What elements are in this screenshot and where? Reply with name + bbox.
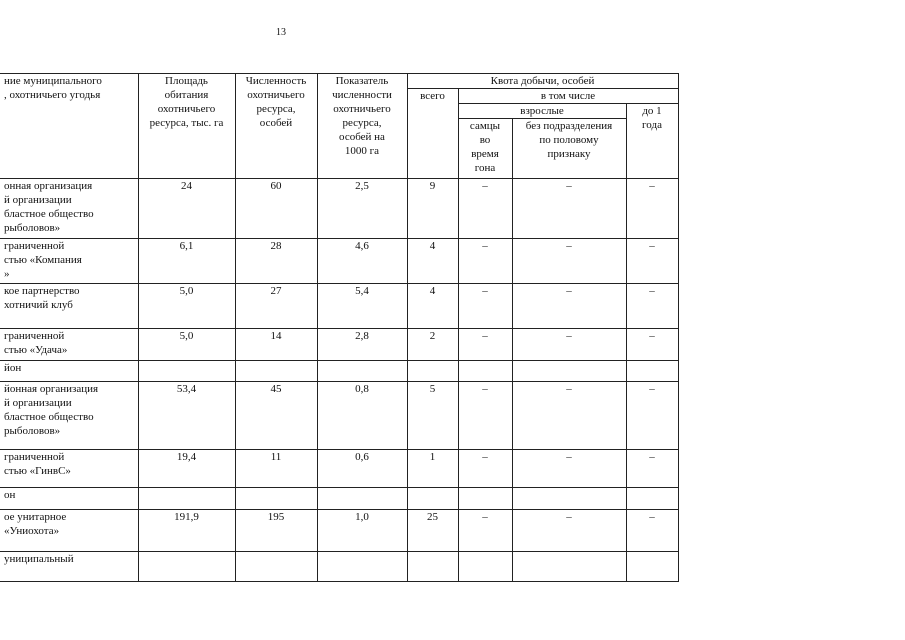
row-under1 <box>626 552 678 582</box>
row-area <box>138 488 235 510</box>
row-name: униципальный <box>0 552 138 582</box>
row-males: – <box>458 179 512 239</box>
row-males <box>458 488 512 510</box>
table-row <box>0 450 678 488</box>
table-row <box>0 382 678 450</box>
row-name: кое партнерство хотничий клуб <box>0 284 138 329</box>
row-nosex: – <box>512 179 626 239</box>
row-total <box>407 488 458 510</box>
row-total <box>407 552 458 582</box>
row-total: 5 <box>407 382 458 450</box>
row-males: – <box>458 239 512 284</box>
header-nosex: без подразделения по половому признаку <box>512 119 626 179</box>
row-name: граниченной стью «Компания » <box>0 239 138 284</box>
row-area <box>138 361 235 382</box>
header-name: ние муниципального , охотничьего угодья <box>0 74 138 179</box>
row-under1 <box>626 488 678 510</box>
row-area: 6,1 <box>138 239 235 284</box>
row-total: 4 <box>407 239 458 284</box>
row-nosex: – <box>512 510 626 552</box>
row-name: граниченной стью «Удача» <box>0 329 138 361</box>
table-row <box>0 179 678 239</box>
row-index: 0,8 <box>317 382 407 450</box>
row-under1: – <box>626 450 678 488</box>
row-nosex: – <box>512 284 626 329</box>
row-count <box>235 361 317 382</box>
row-nosex <box>512 552 626 582</box>
row-nosex <box>512 488 626 510</box>
header-area: Площадь обитания охотничьего ресурса, тыс. га <box>138 74 235 179</box>
row-index: 0,6 <box>317 450 407 488</box>
header-males: самцы во время гона <box>458 119 512 179</box>
row-name: он <box>0 488 138 510</box>
table-row <box>0 284 678 329</box>
row-total: 25 <box>407 510 458 552</box>
page-number: 13 <box>276 27 286 38</box>
row-name: йонная организация й организации бластное общество рыболовов» <box>0 382 138 450</box>
row-name: граниченной стью «ГинвС» <box>0 450 138 488</box>
table-row <box>0 488 678 510</box>
row-count: 28 <box>235 239 317 284</box>
header-quota: Квота добычи, особей <box>407 74 678 89</box>
row-nosex <box>512 361 626 382</box>
row-count <box>235 552 317 582</box>
row-nosex: – <box>512 450 626 488</box>
row-index: 4,6 <box>317 239 407 284</box>
row-males: – <box>458 329 512 361</box>
row-index <box>317 361 407 382</box>
row-index: 5,4 <box>317 284 407 329</box>
row-index: 2,5 <box>317 179 407 239</box>
row-count: 60 <box>235 179 317 239</box>
header-total: всего <box>407 89 458 179</box>
header-including: в том числе <box>458 89 678 104</box>
header-under1: до 1 года <box>626 104 678 179</box>
row-count: 45 <box>235 382 317 450</box>
row-count: 27 <box>235 284 317 329</box>
row-count: 14 <box>235 329 317 361</box>
row-total: 1 <box>407 450 458 488</box>
row-index: 1,0 <box>317 510 407 552</box>
row-under1 <box>626 361 678 382</box>
row-males <box>458 361 512 382</box>
row-total <box>407 361 458 382</box>
row-males: – <box>458 450 512 488</box>
row-under1: – <box>626 510 678 552</box>
row-name: йон <box>0 361 138 382</box>
row-area: 53,4 <box>138 382 235 450</box>
row-index: 2,8 <box>317 329 407 361</box>
row-index <box>317 488 407 510</box>
row-total: 2 <box>407 329 458 361</box>
row-under1: – <box>626 329 678 361</box>
row-area <box>138 552 235 582</box>
row-index <box>317 552 407 582</box>
header-count: Численность охотничьего ресурса, особей <box>235 74 317 179</box>
row-nosex: – <box>512 239 626 284</box>
row-under1: – <box>626 239 678 284</box>
row-total: 4 <box>407 284 458 329</box>
row-area: 191,9 <box>138 510 235 552</box>
row-total: 9 <box>407 179 458 239</box>
row-count: 195 <box>235 510 317 552</box>
row-name: онная организация й организации бластное общество рыболовов» <box>0 179 138 239</box>
row-nosex: – <box>512 329 626 361</box>
table-row <box>0 510 678 552</box>
table-row <box>0 552 678 582</box>
quota-table <box>0 73 679 582</box>
row-under1: – <box>626 179 678 239</box>
row-males <box>458 552 512 582</box>
table-row <box>0 361 678 382</box>
row-males: – <box>458 284 512 329</box>
row-area: 5,0 <box>138 284 235 329</box>
quota-table-wrapper <box>0 73 679 582</box>
row-nosex: – <box>512 382 626 450</box>
row-under1: – <box>626 382 678 450</box>
header-index: Показатель численности охотничьего ресурса, особей на 1000 га <box>317 74 407 179</box>
row-area: 19,4 <box>138 450 235 488</box>
row-under1: – <box>626 284 678 329</box>
table-row <box>0 329 678 361</box>
table-row <box>0 239 678 284</box>
row-count: 11 <box>235 450 317 488</box>
row-males: – <box>458 382 512 450</box>
header-adults: взрослые <box>458 104 626 119</box>
row-count <box>235 488 317 510</box>
row-area: 24 <box>138 179 235 239</box>
row-area: 5,0 <box>138 329 235 361</box>
row-males: – <box>458 510 512 552</box>
row-name: ое унитарное «Униохота» <box>0 510 138 552</box>
